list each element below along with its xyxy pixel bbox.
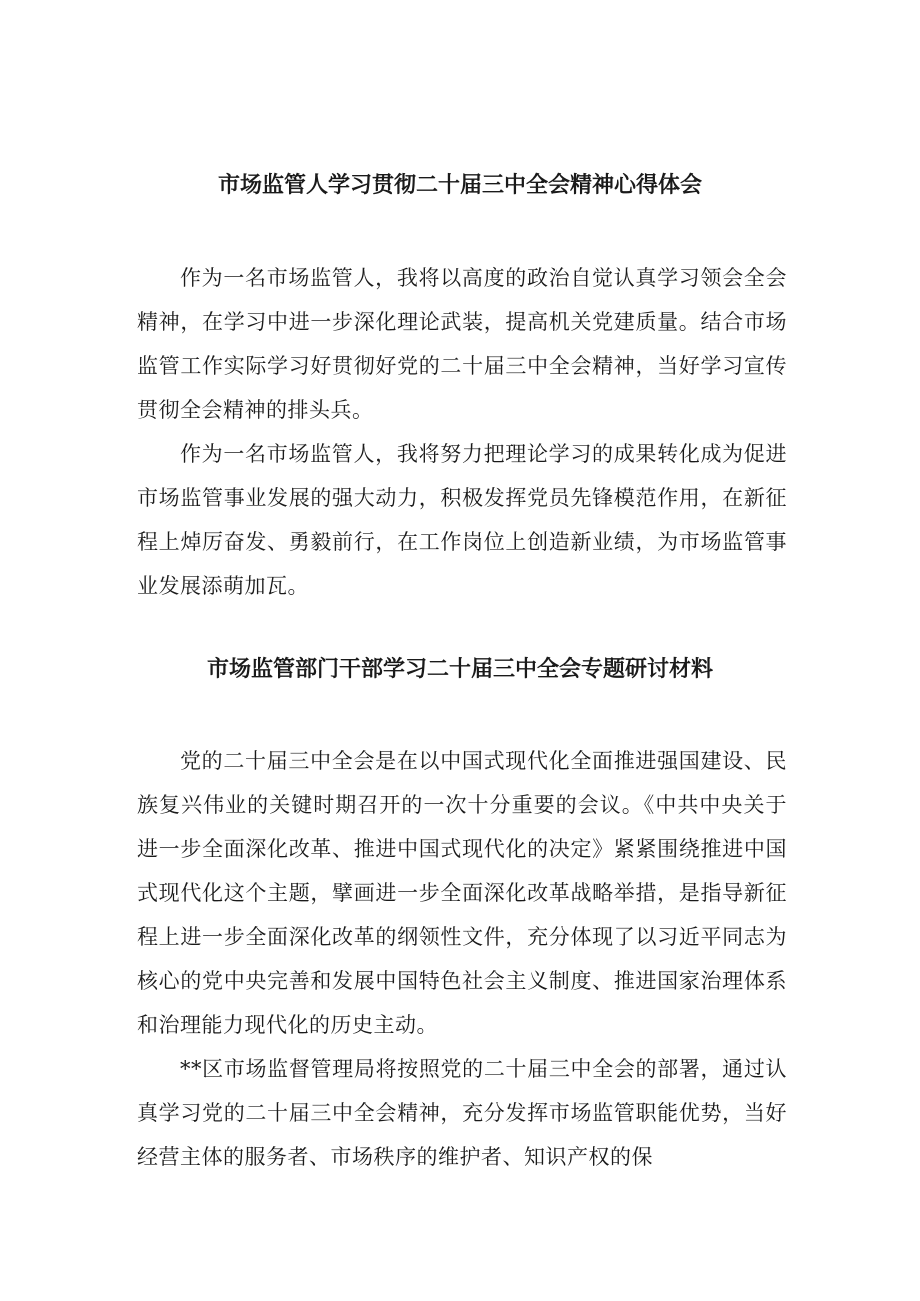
body-paragraph: 党的二十届三中全会是在以中国式现代化全面推进强国建设、民族复兴伟业的关键时期召开的一次十分重要的会议。《中共中央关于进一步全面深化改革、推进中国式现代化的决定》紧紧围绕推进中国式现代化这个主题，擘画进一步全面深化改革战略举措，是指导新征程上进一步全面深化改革的纲领性文件，充分体现了以习近平同志为核心的党中央完善和发展中国特色社会主义制度、推进国家治理体系和治理能力现代化的历史主动。 bbox=[137, 749, 787, 1037]
body-paragraph: **区市场监督管理局将按照党的二十届三中全会的部署，通过认真学习党的二十届三中全会精神，充分发挥市场监管职能优势，当好经营主体的服务者、市场秩序的维护者、知识产权的保 bbox=[137, 1057, 787, 1169]
body-paragraph: 作为一名市场监管人，我将以高度的政治自觉认真学习领会全会精神，在学习中进一步深化理论武装，提高机关党建质量。结合市场监管工作实际学习好贯彻好党的二十届三中全会精神，当好学习宣传贯彻全会精神的排头兵。 bbox=[137, 266, 787, 422]
article-title: 市场监管人学习贯彻二十届三中全会精神心得体会 bbox=[217, 173, 702, 198]
article-title: 市场监管部门干部学习二十届三中全会专题研讨材料 bbox=[206, 657, 713, 682]
article-body bbox=[137, 739, 787, 1179]
body-paragraph: 作为一名市场监管人，我将努力把理论学习的成果转化成为促进市场监管事业发展的强大动力，积极发挥党员先锋模范作用，在新征程上焯厉奋发、勇毅前行，在工作岗位上创造新业绩，为市场监管事业发展添萌加瓦。 bbox=[137, 442, 787, 598]
article-body bbox=[137, 256, 787, 608]
